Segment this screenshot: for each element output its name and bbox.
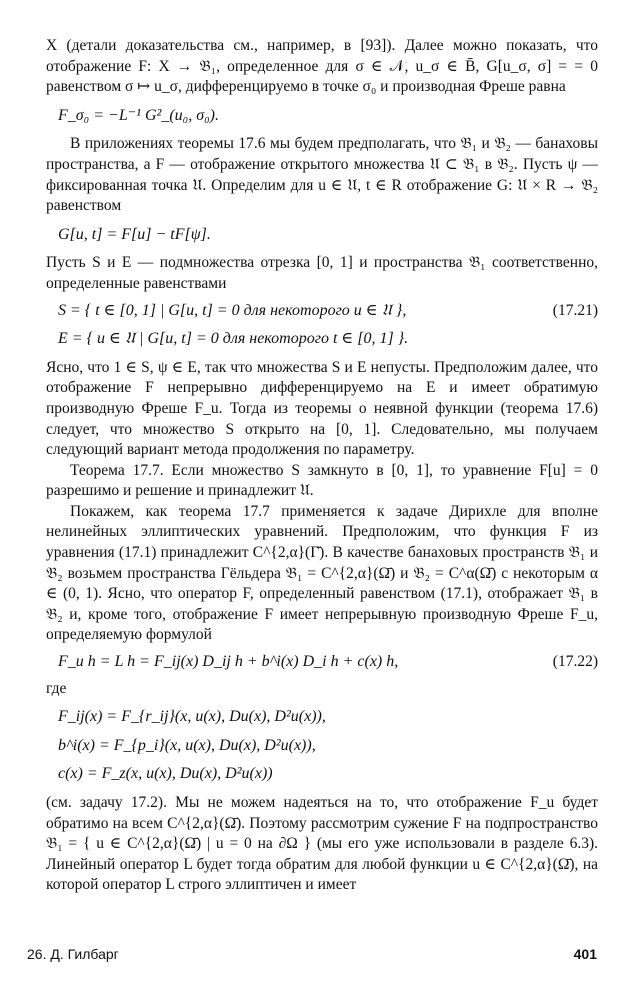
equation-number-17-22: (17.22)	[552, 653, 598, 671]
equation-number-17-21: (17.21)	[552, 301, 598, 319]
equation-f-ij: F_ij(x) = F_{r_ij}(x, u(x), Du(x), D²u(x)),	[58, 708, 326, 726]
equation-g-def: G[u, t] = F[u] − tF[ψ].	[58, 225, 211, 243]
equation-row-s	[46, 301, 598, 322]
page-footer	[27, 946, 597, 962]
page-number: 401	[573, 946, 597, 962]
equation-row-fu	[46, 652, 598, 673]
equation-b-i: b^i(x) = F_{p_i}(x, u(x), Du(x), D²u(x)),	[58, 736, 316, 754]
footer-signature: 26. Д. Гилбарг	[27, 946, 119, 962]
equation-frechet: F_σ₀ = −L⁻¹ G²_(u₀, σ₀).	[58, 106, 219, 124]
paragraph-where: где	[46, 679, 67, 697]
paragraph-6: (см. задачу 17.2). Мы не можем надеяться на то, что отображение F_u будет обратимо на всем C^{2,α}(Ω̄). Поэтому рассмотрим сужение F на подпространство 𝔅₁ = { u ∈ C^{2,α}(Ω̄) | u = 0 на ∂Ω } (мы его уже использовали в разделе 6.3). Линейный оператор L будет тогда обратим для любой функции u ∈ C^{2,α}(Ω̄), на которой оператор L строго эллиптичен и имеет	[46, 794, 598, 894]
equation-e-set: E = { u ∈ 𝔘 | G[u, t] = 0 для некоторого t ∈ [0, 1] }.	[58, 330, 409, 348]
paragraph-4: Ясно, что 1 ∈ S, ψ ∈ E, так что множества S и E непусты. Предположим далее, что отображение F непрерывно дифференцируемо на E и имеет обратимую производную Фреше F_u. Тогда из теоремы о неявной функции (теорема 17.6) следует, что множество S открыто на [0, 1]. Следовательно, мы получаем следующий вариант метода продолжения по параметру.	[46, 358, 598, 459]
equation-fu-h: F_u h = L h = F_ij(x) D_ij h + b^i(x) D_i h + c(x) h,	[58, 653, 399, 671]
paragraph-2: В приложениях теоремы 17.6 мы будем предполагать, что 𝔅₁ и 𝔅₂ — банаховы пространства, а F — отображение открытого множества 𝔘 ⊂ 𝔅₁ в 𝔅₂. Пусть ψ — фиксированная точка 𝔘. Определим для u ∈ 𝔘, t ∈ R отображение G: 𝔘 × R → 𝔅₂ равенством	[46, 135, 598, 215]
equation-s-set: S = { t ∈ [0, 1] | G[u, t] = 0 для некоторого u ∈ 𝔘 },	[58, 301, 407, 319]
page-text	[46, 36, 598, 896]
equation-c-x: c(x) = F_z(x, u(x), Du(x), D²u(x))	[58, 765, 273, 783]
theorem-17-7: Теорема 17.7. Если множество S замкнуто в [0, 1], то уравнение F[u] = 0 разрешимо и решение и принадлежит 𝔘.	[46, 461, 598, 500]
paragraph-1: X (детали доказательства см., например, в [93]). Далее можно показать, что отображение F: X → 𝔅₁, определенное для σ ∈ 𝒩, u_σ ∈ B̄, G[u_σ, σ] = = 0 равенством σ ↦ u_σ, дифференцируемо в точке σ₀ и производная Фреше равна	[46, 37, 598, 96]
paragraph-5: Покажем, как теорема 17.7 применяется к задаче Дирихле для вполне нелинейных эллиптических уравнений. Предположим, что функция F из уравнения (17.1) принадлежит C^{2,α}(Γ̄). В качестве банаховых пространств 𝔅₁ и 𝔅₂ возьмем пространства Гёльдера 𝔅₁ = C^{2,α}(Ω̄) и 𝔅₂ = C^α(Ω̄) с некоторым α ∈ (0, 1). Ясно, что оператор F, определенный равенством (17.1), отображает 𝔅₁ в 𝔅₂ и, кроме того, отображение F имеет непрерывную производную Фреше F_u, определяемую формулой	[46, 502, 598, 644]
paragraph-3: Пусть S и E — подмножества отрезка [0, 1] и пространства 𝔅₁ соответственно, определенные равенствами	[46, 254, 598, 292]
